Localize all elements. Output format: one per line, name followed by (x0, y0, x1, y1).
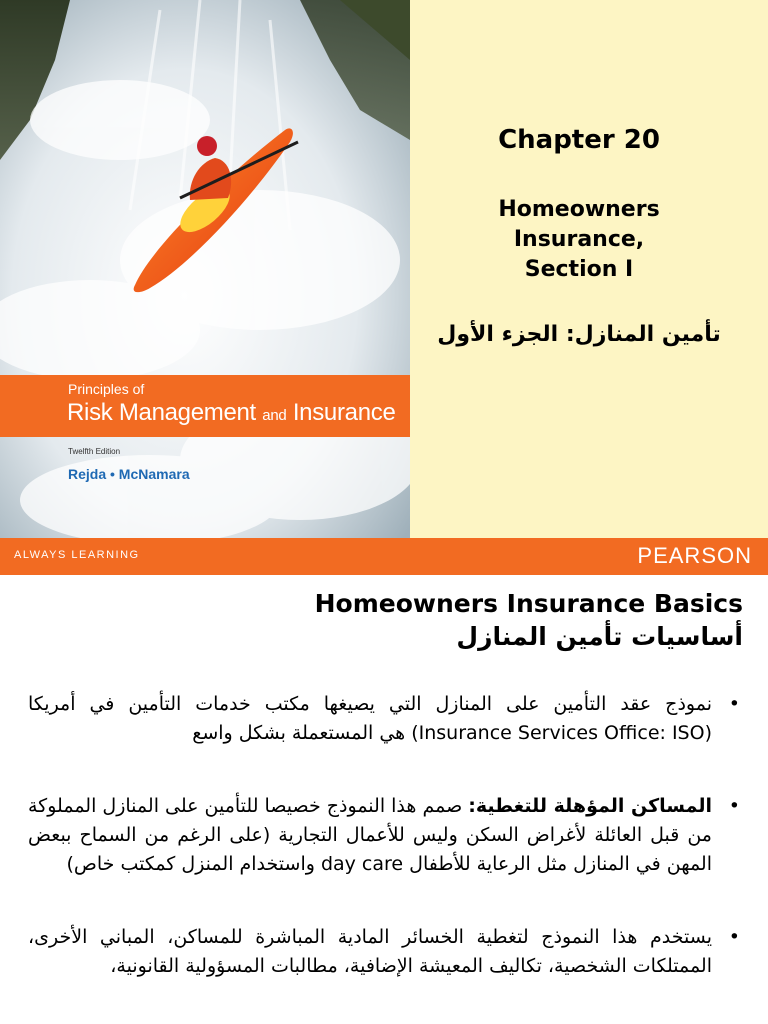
subtitle-line-3: Section I (524, 257, 634, 282)
bullet-lead: المساكن المؤهلة للتغطية: (468, 795, 712, 817)
cover-authors: Rejda • McNamara (68, 466, 190, 482)
cover-edition: Twelfth Edition (68, 447, 121, 456)
slide-title-arabic: أساسيات تأمين المنازل (456, 622, 743, 651)
cover-book-title (67, 398, 396, 431)
book-cover (0, 0, 410, 538)
subtitle-line-2: Insurance, (513, 227, 645, 252)
waterfall-kayak-photo (0, 0, 410, 538)
chapter-subtitle (410, 195, 748, 285)
bullet-text: يستخدم هذا النموذج لتغطية الخسائر المادية المباشرة للمساكن، المباني الأخرى، الممتلكات الشخصية، تكاليف المعيشة الإضافية، مطالبات المسؤولية القانونية، (28, 926, 712, 977)
bullet-text: نموذج عقد التأمين على المنازل التي يصيغها مكتب خدمات التأمين في أمريكا (Insurance Services Office: ISO) هي المستعملة بشكل واسع (28, 693, 712, 744)
title-panel (410, 0, 768, 538)
subtitle-line-1: Homeowners (498, 197, 660, 222)
cover-title-end: Insurance (292, 399, 396, 426)
bullet-item (28, 690, 740, 748)
cover-title-main: Risk Management (67, 399, 256, 426)
cover-principles-text: Principles of (68, 381, 145, 397)
bullet-item (28, 792, 740, 879)
chapter-title: Chapter 20 (498, 125, 660, 155)
bullet-item (28, 923, 740, 981)
cover-title-and: and (262, 407, 287, 424)
slide-title-english: Homeowners Insurance Basics (314, 589, 743, 618)
bullet-list (28, 690, 740, 1024)
bullet-text: صمم هذا النموذج خصيصا للتأمين على المنازل المملوكة من قبل العائلة لأغراض السكن وليس للأعمال التجارية (على الرغم من السماح ببعض المهن في المنازل مثل الرعاية للأطفال day care واستخدام المنزل كمكتب خاص) (28, 795, 712, 875)
footer-bar (0, 538, 768, 575)
arabic-chapter-title: تأمين المنازل: الجزء الأول (437, 322, 721, 347)
footer-tagline: ALWAYS LEARNING (14, 549, 140, 561)
basics-slide (0, 575, 768, 1024)
pearson-logo: PEARSON (637, 543, 752, 568)
